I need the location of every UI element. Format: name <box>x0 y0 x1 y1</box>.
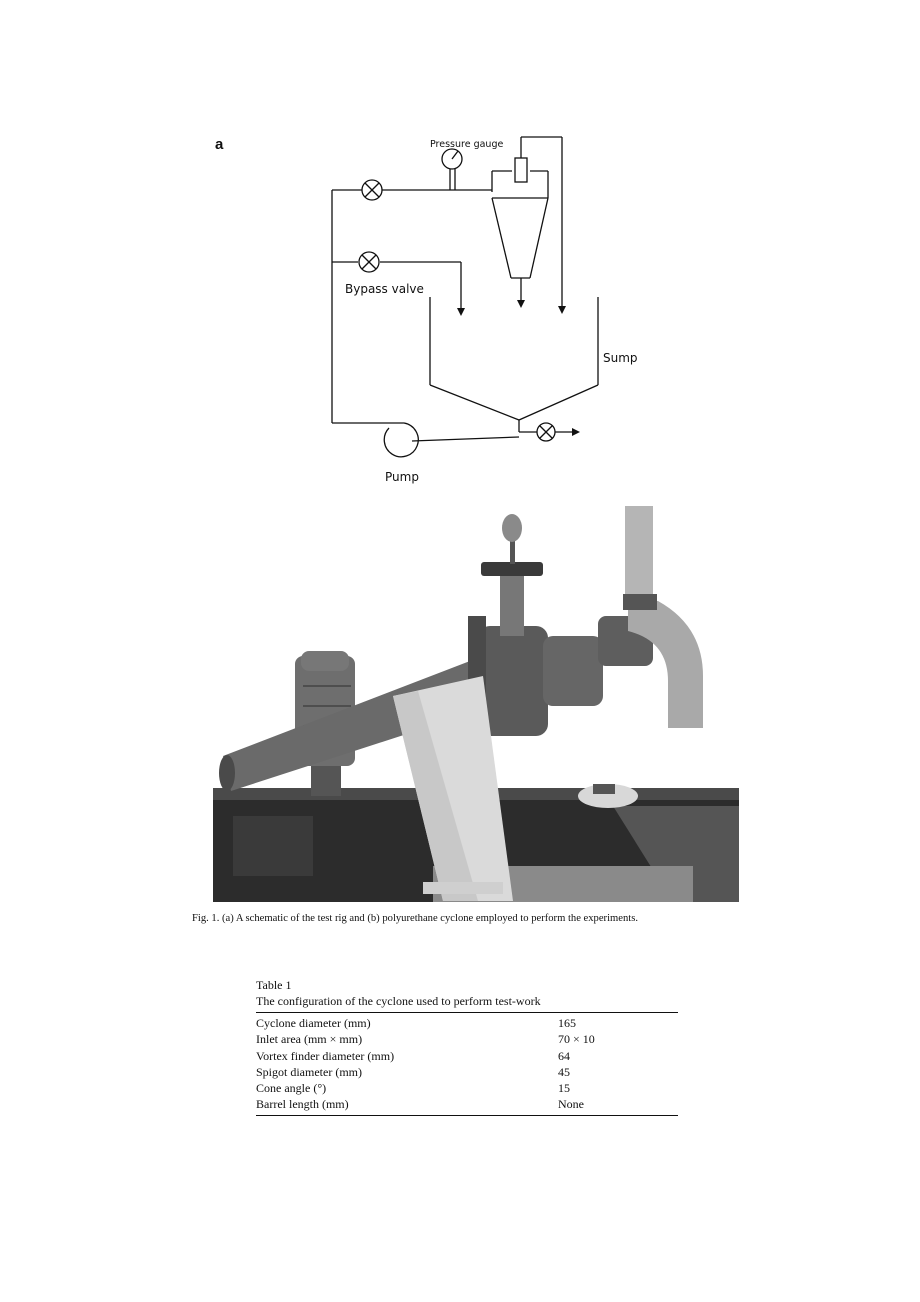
table-top-rule <box>256 1012 678 1013</box>
table-title: The configuration of the cyclone used to perform test-work <box>256 994 541 1008</box>
parameter-cell: Barrel length (mm) <box>256 1097 349 1112</box>
parameter-cell: Cyclone diameter (mm) <box>256 1016 371 1030</box>
test-rig-schematic <box>300 125 660 495</box>
pressure-gauge-label: Pressure gauge <box>430 139 504 150</box>
parameter-cell: Spigot diameter (mm) <box>256 1064 362 1079</box>
table-row <box>256 1048 678 1064</box>
table-row <box>256 1064 678 1080</box>
value-cell: 64 <box>558 1048 570 1063</box>
table-number: Table 1 <box>256 978 292 992</box>
table-bottom-rule <box>256 1115 678 1116</box>
value-cell: 70 × 10 <box>558 1032 595 1047</box>
cyclone-photograph <box>213 506 739 902</box>
table-row <box>256 1080 678 1096</box>
value-cell: 15 <box>558 1081 570 1096</box>
pump-label: Pump <box>385 470 419 484</box>
configuration-table <box>256 977 678 1116</box>
parameter-cell: Inlet area (mm × mm) <box>256 1032 363 1047</box>
value-cell: 45 <box>558 1064 570 1079</box>
panel-a-label: a <box>215 136 224 153</box>
value-cell: 165 <box>558 1016 576 1030</box>
value-cell: None <box>558 1097 584 1112</box>
table-row <box>256 1015 678 1031</box>
sump-label: Sump <box>603 351 638 365</box>
table-row <box>256 1096 678 1112</box>
bypass-valve-label: Bypass valve <box>345 282 424 296</box>
figure-caption: Fig. 1. (a) A schematic of the test rig and (b) polyurethane cyclone employed to perform the experiments. <box>192 913 638 924</box>
parameter-cell: Cone angle (°) <box>256 1081 327 1096</box>
table-body <box>256 1015 678 1113</box>
parameter-cell: Vortex finder diameter (mm) <box>256 1048 395 1063</box>
table-row <box>256 1031 678 1047</box>
